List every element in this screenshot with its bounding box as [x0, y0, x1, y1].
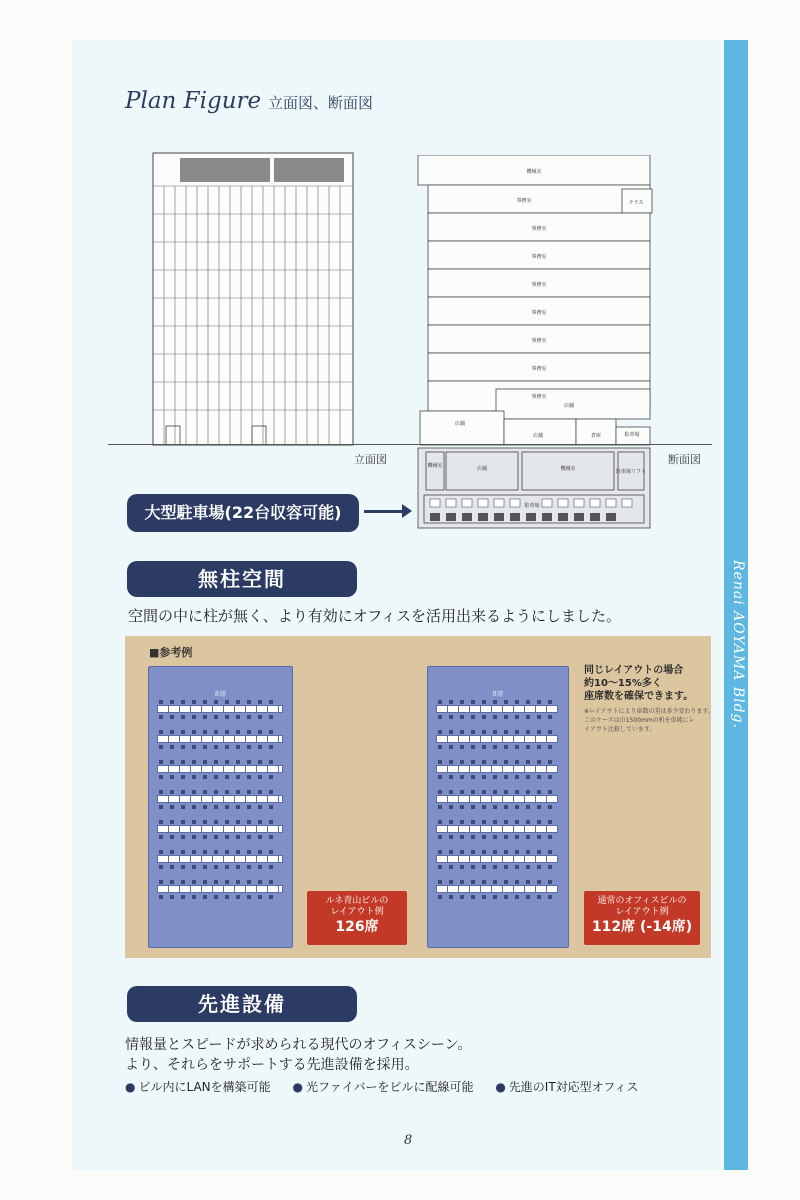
chair-row — [438, 715, 554, 719]
parking-callout: 大型駐車場(22台収容可能) — [127, 494, 359, 532]
note-small2: このケースは巾1500mmの机を単純にレ — [584, 717, 695, 724]
section-floor-label-4: 事務室 — [531, 282, 547, 288]
feature-label: 先進のIT対応型オフィス — [508, 1080, 639, 1094]
title-text: Plan Figure — [125, 88, 262, 114]
section-floor-label-7: 事務室 — [531, 366, 547, 372]
chair-row — [438, 880, 554, 884]
desk-row — [436, 765, 558, 773]
note-line1: 同じレイアウトの場合 — [584, 665, 684, 676]
section-floor-label-5: 事務室 — [531, 310, 547, 316]
renai-layout-seats: 126席 — [335, 919, 379, 935]
chair-row — [438, 805, 554, 809]
note-small3: イアウト比較しています。 — [584, 726, 656, 733]
section-warehouse-label: 倉庫 — [590, 433, 602, 439]
section-floor-label-8: 事務室 — [531, 394, 547, 400]
desk-row — [157, 825, 283, 833]
chair-row — [159, 745, 279, 749]
section-floor-label-6: 事務室 — [531, 338, 547, 344]
feature-item — [292, 1080, 473, 1094]
chair-row — [438, 835, 554, 839]
section-label: 断面図 — [668, 453, 701, 466]
desk-row — [436, 885, 558, 893]
section-store-upper-label: 店舗 — [563, 403, 575, 409]
desk-row — [157, 735, 283, 743]
note-line2: 約10～15%多く — [584, 678, 662, 689]
page-number: 8 — [404, 1133, 413, 1148]
desk-row — [436, 705, 558, 713]
section-store-mid-label: 店舗 — [532, 433, 544, 439]
seats-caption: 8席 — [214, 690, 227, 698]
chair-row — [438, 850, 554, 854]
seats-caption: 8席 — [492, 690, 504, 698]
desk-row — [436, 735, 558, 743]
elevation-drawing — [150, 150, 356, 446]
section-b1-lift-label: 駐車場リフト — [615, 469, 647, 475]
section-b1-machine-label: 機械室 — [427, 463, 443, 469]
renai-layout-badge — [307, 891, 407, 945]
section-store-left-label: 店舗 — [454, 421, 466, 427]
chair-row — [159, 730, 279, 734]
bullet-icon: ● — [125, 1080, 136, 1094]
advanced-line2: より、それらをサポートする先進設備を採用。 — [125, 1057, 419, 1073]
chair-row — [159, 895, 279, 899]
ground-line — [108, 444, 712, 445]
renai-layout-line1: ルネ青山ビルの — [325, 896, 389, 906]
chair-row — [159, 820, 279, 824]
bullet-icon: ● — [292, 1080, 303, 1094]
chair-row — [159, 880, 279, 884]
chair-row — [159, 715, 279, 719]
feature-list — [125, 1078, 656, 1095]
note-small1: ※レイアウトにより席数の差は多少変わります。 — [584, 708, 715, 715]
section-b1-machine2-label: 機械室 — [560, 466, 576, 472]
section-terrace-label: テラス — [628, 200, 644, 206]
desk-row — [157, 885, 283, 893]
chair-row — [159, 760, 279, 764]
typical-layout-line2: レイアウト例 — [615, 907, 669, 917]
section-b1-store-label: 店舗 — [476, 466, 488, 472]
title-subtitle: 立面図、断面図 — [268, 94, 374, 112]
feature-label: ビル内にLANを構築可能 — [138, 1080, 271, 1094]
section-floor-label-0: 機械室 — [526, 169, 542, 175]
chair-row — [159, 835, 279, 839]
side-band — [724, 40, 748, 1170]
advanced-heading: 先進設備 — [127, 986, 357, 1022]
section-b2-parking-label: 駐車場 — [524, 503, 540, 509]
desk-row — [157, 705, 283, 713]
section-drawing — [414, 155, 664, 530]
side-band-text: Renai AOYAMA Bldg. — [730, 560, 746, 730]
reference-label: ■参考例 — [149, 646, 193, 659]
desk-row — [436, 855, 558, 863]
comparison-note — [584, 664, 715, 734]
chair-row — [159, 805, 279, 809]
feature-item — [495, 1080, 638, 1094]
column-free-intro: 空間の中に柱が無く、より有効にオフィスを活用出来るようにしました。 — [128, 607, 622, 625]
reference-example-panel — [125, 636, 715, 958]
feature-label: 光ファイバーをビルに配線可能 — [305, 1080, 474, 1094]
section-floor-label-1: 事務室 — [516, 198, 532, 204]
desk-row — [436, 825, 558, 833]
chair-row — [438, 730, 554, 734]
renai-layout-line2: レイアウト例 — [330, 907, 384, 917]
chair-row — [438, 700, 554, 704]
chair-row — [438, 760, 554, 764]
column-free-heading: 無柱空間 — [127, 561, 357, 597]
arrow-icon — [364, 510, 406, 513]
renai-floor-plan — [148, 666, 293, 948]
desk-row — [436, 795, 558, 803]
typical-layout-seats: 112席 (-14席) — [591, 919, 693, 935]
elevation-label: 立面図 — [354, 453, 387, 466]
chair-row — [438, 820, 554, 824]
bullet-icon: ● — [495, 1080, 506, 1094]
chair-row — [159, 700, 279, 704]
desk-row — [157, 765, 283, 773]
page-title — [125, 88, 374, 114]
desk-row — [157, 795, 283, 803]
feature-item — [125, 1080, 271, 1094]
section-floor-label-2: 事務室 — [531, 226, 547, 232]
section-parking-room-label: 駐車場 — [624, 432, 640, 438]
chair-row — [438, 895, 554, 899]
chair-row — [159, 775, 279, 779]
chair-row — [159, 790, 279, 794]
note-line3: 座席数を確保できます。 — [584, 691, 694, 702]
desk-row — [157, 855, 283, 863]
chair-row — [159, 850, 279, 854]
typical-layout-badge — [584, 891, 700, 945]
section-floor-label-3: 事務室 — [531, 254, 547, 260]
advanced-line1: 情報量とスピードが求められる現代のオフィスシーン。 — [125, 1037, 472, 1053]
chair-row — [438, 745, 554, 749]
typical-layout-line1: 通常のオフィスビルの — [597, 896, 687, 906]
chair-row — [438, 790, 554, 794]
chair-row — [438, 775, 554, 779]
chair-row — [159, 865, 279, 869]
chair-row — [438, 865, 554, 869]
typical-floor-plan — [427, 666, 569, 948]
